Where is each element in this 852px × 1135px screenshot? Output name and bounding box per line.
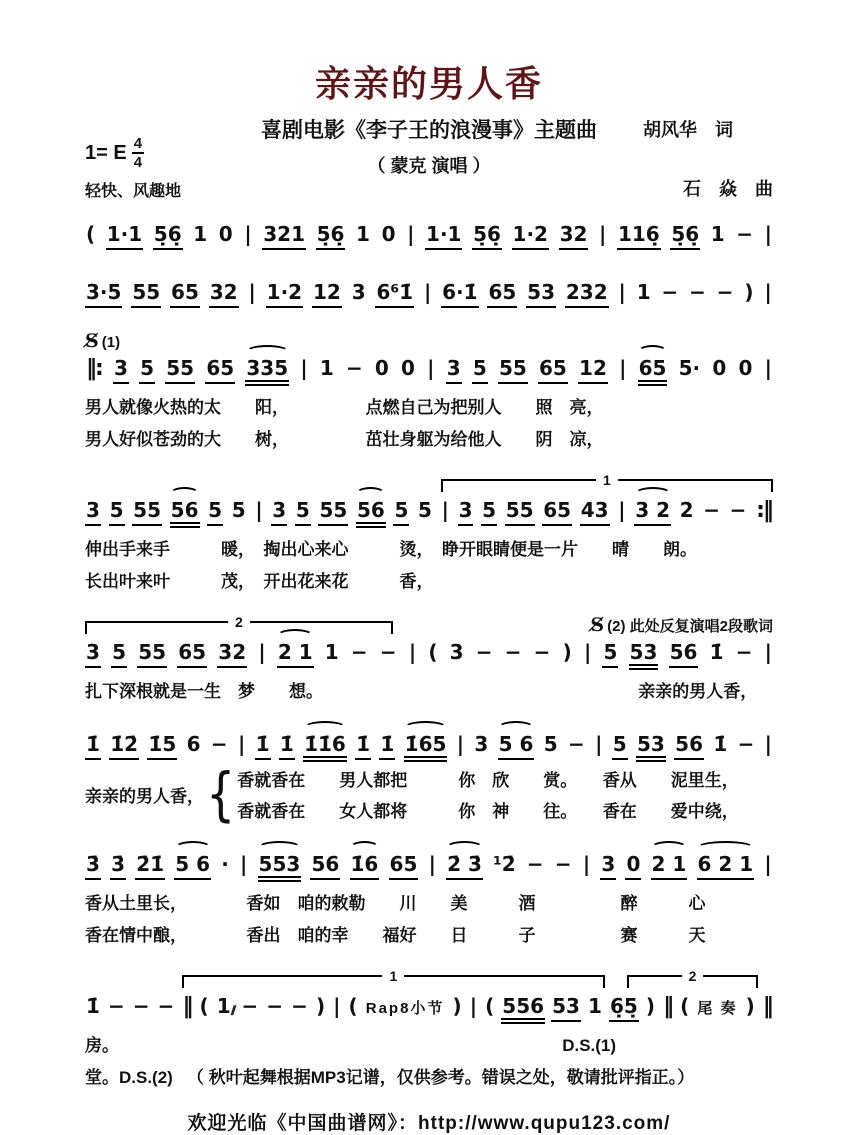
note-token: 12 — [312, 280, 342, 308]
note-token: 65 — [538, 356, 568, 384]
note-token: | — [619, 356, 627, 380]
note-token: − — [107, 994, 125, 1018]
note-token: 5̣6̣ — [472, 222, 502, 250]
note-token: 556 — [501, 994, 545, 1024]
note-token: − — [266, 994, 284, 1018]
score-header — [85, 56, 773, 200]
note-token: 3 — [449, 640, 464, 664]
note-token: ( — [86, 222, 96, 246]
key-signature — [85, 136, 144, 170]
note-token: 1 — [356, 222, 370, 246]
note-token: 0 — [381, 222, 396, 246]
performer-credit: （ 蒙克 演唱 ） — [367, 156, 491, 176]
note-token: 43 — [580, 498, 610, 526]
note-token: 5̣6̣ — [316, 222, 346, 250]
note-token: 1̇ — [709, 640, 724, 664]
note-token: 3·5 — [85, 280, 122, 308]
note-token: | — [237, 732, 246, 756]
note-token: | — [764, 640, 772, 664]
volta-bracket — [85, 614, 393, 634]
volta-label: 2 — [228, 613, 250, 633]
lyric-row — [85, 1031, 773, 1056]
note-token: 3 — [85, 498, 101, 526]
note-token: | — [764, 222, 772, 246]
note-token: 5̣6̣ — [153, 222, 183, 250]
note-token: − — [716, 280, 734, 304]
note-token: 5 — [207, 498, 223, 526]
note-token: 65 — [177, 640, 207, 668]
note-token: 6̣5̣ — [609, 994, 639, 1022]
note-token: − — [703, 498, 720, 522]
note-token: − — [241, 994, 259, 1018]
note-token: | — [618, 498, 626, 522]
note-token: 0 — [738, 356, 753, 380]
meter-denominator: 4 — [133, 154, 143, 171]
note-token: | — [618, 280, 626, 304]
note-token: | — [764, 732, 772, 756]
note-token: − — [291, 994, 308, 1018]
note-token: − — [689, 280, 706, 304]
note-token: 3 — [85, 640, 101, 668]
note-token: 55 — [505, 498, 535, 526]
over-row — [85, 966, 773, 988]
note-token: | — [248, 280, 256, 304]
note-token: − — [736, 222, 754, 246]
note-token: | — [407, 222, 415, 246]
note-token: − — [132, 994, 150, 1018]
music-line — [85, 270, 773, 308]
note-row — [85, 630, 773, 670]
note-token: 5 — [472, 356, 488, 384]
notation-area — [85, 212, 773, 1088]
note-token: 2 — [679, 498, 694, 522]
note-token: 2 1 — [277, 640, 314, 668]
note-token: | — [428, 852, 436, 876]
note-row — [85, 842, 773, 882]
note-token: 65 — [487, 280, 517, 308]
note-token: 32 — [559, 222, 589, 250]
note-token: ) — [562, 640, 572, 664]
note-token: 3̇ — [110, 852, 126, 880]
note-token: ‖ — [182, 994, 192, 1019]
note-token: 1̇ — [85, 732, 101, 760]
song-title: 亲亲的男人香 — [314, 63, 543, 104]
note-token: 56 — [310, 852, 340, 880]
note-token: | — [595, 732, 603, 756]
note-token: Rap8小节 — [365, 1000, 445, 1017]
note-token: | — [599, 222, 607, 246]
note-token: 5 — [231, 498, 246, 522]
note-token: 1 — [710, 222, 725, 246]
note-token: − — [504, 640, 522, 664]
note-token: ( — [199, 994, 209, 1018]
note-token: 0 — [625, 852, 641, 880]
note-token: 5 6 — [174, 852, 211, 880]
lyric-brace-block — [85, 760, 773, 828]
note-token: 1̇ — [255, 732, 271, 760]
lyric-row: 香从土里长， 香如 咱的敕勒 川 美 酒 醉 心 — [85, 894, 706, 913]
note-token: − — [737, 732, 755, 756]
lyric-row: 伸出手来手 暖， 掏出心来心 烫， 睁开眼睛便是一片 晴 朗。 — [85, 540, 697, 559]
note-token: 116̣ — [617, 222, 661, 250]
note-token: | — [456, 732, 465, 756]
note-token: 1·2 — [512, 222, 549, 250]
note-token: | — [764, 356, 772, 380]
note-token: 65 — [638, 356, 668, 386]
note-token: | — [764, 852, 772, 876]
note-token: | — [255, 498, 263, 522]
note-token: 335 — [245, 356, 289, 386]
note-token: 1̇ — [279, 732, 295, 760]
note-token: ‖: — [86, 356, 102, 381]
note-token: 5 — [109, 498, 125, 526]
note-token: 53 — [629, 640, 659, 670]
note-token: ) — [452, 994, 462, 1018]
note-token: 1̇65 — [404, 732, 448, 762]
lyric-text: 扎下深根就是一生 梦 想。 — [85, 682, 323, 701]
note-token: 12 — [578, 356, 608, 384]
note-token: ) — [645, 994, 656, 1018]
note-token: 56 — [674, 732, 704, 760]
note-token: 32 — [209, 280, 239, 308]
tempo-marking: 轻快、风趣地 — [85, 183, 182, 200]
note-token: 尾 奏 — [697, 1000, 738, 1017]
note-token: 1̇1̇6 — [303, 732, 347, 762]
note-token: | — [240, 852, 248, 876]
note-token: | — [333, 994, 341, 1018]
note-token: 5 — [612, 732, 628, 760]
note-token: · — [221, 852, 229, 876]
note-token: 0 — [712, 356, 727, 380]
note-token: 5 — [543, 732, 558, 756]
note-token: − — [554, 852, 572, 876]
note-token: − — [345, 356, 363, 380]
note-token: 553 — [258, 852, 302, 882]
note-token: 2̇1̇ — [135, 852, 165, 880]
volta-bracket — [627, 968, 758, 988]
lyric-text: D.S.(1) — [562, 1036, 617, 1055]
note-token: 32 — [217, 640, 247, 668]
note-token: 5 — [418, 498, 432, 522]
note-token: | — [408, 640, 417, 664]
note-token: ) — [745, 994, 755, 1018]
note-row — [85, 722, 773, 762]
music-line — [85, 328, 773, 450]
note-token: − — [157, 994, 175, 1018]
note-token: 0 — [401, 356, 415, 380]
lyric-row: 男人就像火热的太 阳， 点燃自己为把别人 照 亮， — [85, 398, 612, 417]
note-token: ‖ — [663, 994, 673, 1019]
note-token: | — [300, 356, 308, 380]
author-credits — [643, 116, 773, 235]
lyricist-credit: 胡风华 词 — [642, 120, 733, 140]
volta-label: 1 — [382, 967, 404, 987]
note-token: 1 — [193, 222, 208, 246]
note-token: 5 — [393, 498, 409, 526]
volta-label: 2 — [682, 967, 704, 987]
lyric-text: 房。 — [85, 1036, 119, 1055]
note-token: 0 — [374, 356, 389, 380]
note-token: ( — [348, 994, 358, 1018]
note-token: 1̇ — [355, 732, 371, 760]
note-token: 1·1 — [425, 222, 462, 250]
note-token: 3 — [474, 732, 489, 756]
lyric-row — [85, 1063, 773, 1088]
note-token: − — [379, 640, 397, 664]
note-token: 1·1 — [106, 222, 143, 250]
lyric-row — [85, 677, 773, 702]
note-token: 3 — [600, 852, 616, 880]
segno-icon: S̸ (1) — [85, 328, 120, 352]
note-token: 65 — [389, 852, 419, 880]
note-token: 56 — [669, 640, 699, 668]
music-line — [85, 722, 773, 828]
note-token: | — [583, 640, 592, 664]
volta-label: 1 — [596, 471, 618, 491]
note-token: 1 — [324, 640, 339, 664]
note-row — [85, 488, 773, 528]
note-token: 1̇ — [713, 732, 728, 756]
note-token: | — [244, 222, 252, 246]
note-token: − — [661, 280, 679, 304]
note-token: ( — [680, 994, 690, 1018]
note-token: ( — [428, 640, 438, 664]
lyric-text: 亲亲的男人香， — [85, 786, 204, 806]
note-token: 1·2 — [266, 280, 303, 308]
note-token: 6 2 1 — [697, 852, 755, 880]
note-token: − — [533, 640, 551, 664]
note-token: 1 — [319, 356, 334, 380]
note-token: 3 — [113, 356, 129, 384]
note-token: 5 — [111, 640, 127, 668]
volta-bracket — [182, 968, 604, 988]
note-token: 5 — [139, 356, 155, 384]
note-token: 1 — [588, 994, 602, 1018]
note-token: 55 — [137, 640, 167, 668]
note-token: | — [582, 852, 591, 876]
note-token: 1̇6 — [350, 852, 380, 880]
note-token: 2̇ 3̇ — [446, 852, 483, 880]
note-token: 5· — [678, 356, 701, 380]
composer-credit: 石 焱 曲 — [683, 179, 773, 200]
note-token: 5̣6̣ — [670, 222, 700, 250]
lyric-text: 香就香在 女人都将 你 神 往。 香在 爱中绕， — [237, 802, 739, 821]
music-line — [85, 470, 773, 592]
note-token: 65 — [170, 280, 200, 308]
note-token: 2 1 — [651, 852, 688, 880]
song-subtitle: 喜剧电影《李子王的浪漫事》主题曲 — [261, 119, 597, 142]
note-token: 55 — [498, 356, 528, 384]
note-token: | — [427, 356, 435, 380]
note-token: 3̇ — [85, 852, 101, 880]
note-token: 65 — [205, 356, 235, 384]
note-row — [85, 346, 773, 386]
note-token: − — [210, 732, 228, 756]
time-signature — [132, 136, 144, 170]
note-token: 3 2 — [634, 498, 671, 526]
note-token: − — [350, 640, 368, 664]
note-token: 65 — [542, 498, 572, 526]
note-row — [85, 984, 773, 1024]
music-line — [85, 966, 773, 1088]
note-token: 1̇ — [86, 994, 100, 1018]
note-token: 55 — [165, 356, 195, 384]
note-token: | — [469, 994, 478, 1018]
note-token: ¹2̇ — [493, 852, 516, 876]
lyric-text: 亲亲的男人香， — [638, 682, 758, 701]
music-line — [85, 612, 773, 702]
note-token: 53 — [636, 732, 666, 762]
note-token: 1̇2̇ — [109, 732, 139, 760]
note-token: 5 6 — [498, 732, 535, 760]
note-token: 1 — [636, 280, 651, 304]
note-row — [85, 270, 773, 308]
note-token: 53 — [526, 280, 556, 308]
note-token: :‖ — [756, 498, 772, 523]
note-token: 3 — [446, 356, 462, 384]
note-token: | — [441, 498, 449, 522]
lyric-text: （ 秋叶起舞根据MP3记谱，仅供参考。错误之处，敬请批评指正。） — [187, 1068, 695, 1087]
note-token: ) — [315, 994, 326, 1018]
lyric-row: 长出叶来叶 茂， 开出花来花 香， — [85, 572, 434, 591]
note-token: | — [423, 280, 432, 304]
lyric-rows — [237, 766, 739, 822]
note-token: 55 — [318, 498, 348, 526]
note-token: 1 ∕∕ — [216, 994, 235, 1020]
note-token: 56 — [170, 498, 200, 528]
note-token: 232 — [565, 280, 609, 308]
key-label: 1= E — [85, 141, 127, 164]
note-token: | — [764, 280, 772, 304]
lyric-row: 香在情中酿， 香出 咱的幸 福好 日 子 赛 天 — [85, 926, 706, 945]
note-token: ‖ — [762, 994, 772, 1019]
music-line — [85, 842, 773, 946]
note-token: 3 — [271, 498, 287, 526]
note-token: 6⁶1̇ — [375, 280, 414, 308]
note-token: 5 — [295, 498, 311, 526]
lyric-text: 堂。D.S.(2) — [85, 1068, 173, 1087]
note-token: 55 — [132, 498, 162, 526]
note-token: 3 — [458, 498, 474, 526]
meter-numerator: 4 — [133, 135, 143, 152]
note-token: 6·1̇ — [441, 280, 478, 308]
note-token: − — [526, 852, 544, 876]
note-token: 3 — [351, 280, 366, 304]
note-token: ) — [744, 280, 754, 304]
note-token: 5 — [602, 640, 618, 668]
footer-site-link: 欢迎光临《中国曲谱网》：http://www.qupu123.com/ — [187, 1113, 671, 1134]
note-token: 1̇ — [379, 732, 395, 760]
note-token: 0 — [218, 222, 233, 246]
lyric-text: 香就香在 男人都把 你 欣 赏。 香从 泥里生， — [237, 771, 739, 790]
note-token: 321 — [262, 222, 306, 250]
note-token: − — [475, 640, 493, 664]
note-token: − — [735, 640, 753, 664]
note-token: | — [258, 640, 266, 664]
brace-icon: { — [206, 760, 236, 828]
volta-bracket — [441, 472, 773, 492]
note-token: 5 — [481, 498, 497, 526]
note-token: 56 — [356, 498, 386, 528]
segno-icon: S̸ (2) 此处反复演唱2段歌词 — [590, 612, 773, 636]
note-token: 1̇5 — [147, 732, 177, 760]
note-token: − — [729, 498, 747, 522]
note-token: 53 — [551, 994, 581, 1022]
note-token: − — [568, 732, 585, 756]
note-token: 6 — [186, 732, 201, 756]
note-token: ( — [485, 994, 495, 1018]
note-token: 55 — [131, 280, 161, 308]
lyric-row: 男人好似苍劲的大 树， 茁壮身躯为给他人 阴 凉， — [85, 430, 612, 449]
